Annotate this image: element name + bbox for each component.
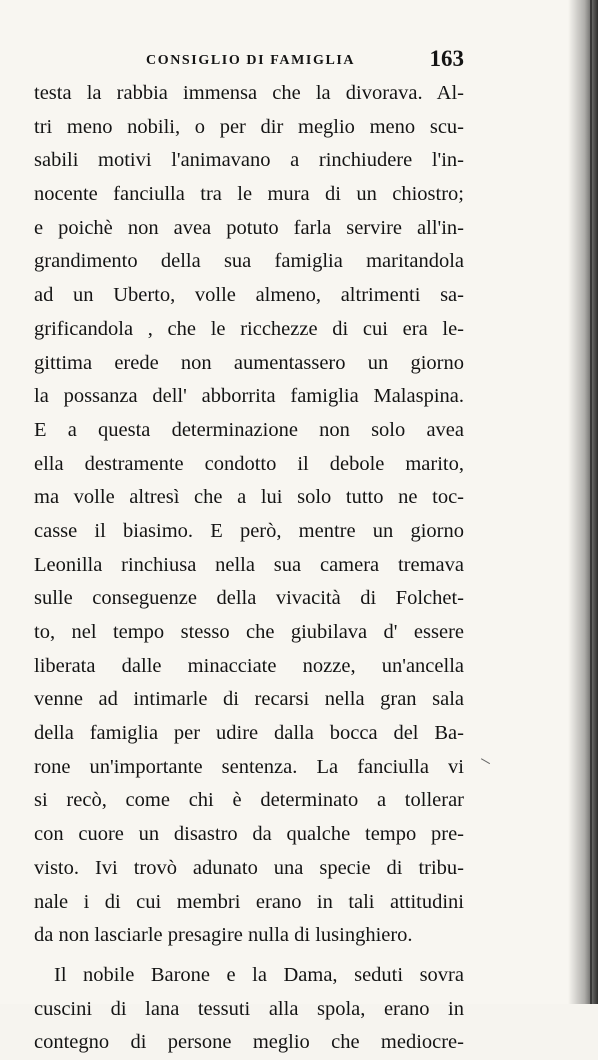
text-line: grificandola , che le ricchezze di cui era le- (34, 317, 464, 340)
running-head: CONSIGLIO DI FAMIGLIA (146, 53, 356, 68)
text-line: rone un'importante sentenza. La fanciulla vi (34, 755, 464, 778)
text-line: si recò, come chi è determinato a tollerar (34, 789, 464, 812)
text-line: E a questa determinazione non solo avea (34, 418, 464, 441)
text-line: ad un Uberto, volle almeno, altrimenti sa- (34, 284, 464, 307)
text-line: to, nel tempo stesso che giubilava d' essere (34, 621, 464, 643)
text-line: tri meno nobili, o per dir meglio meno scu- (34, 115, 464, 138)
text-line: gittima erede non aumentassero un giorno (34, 351, 464, 374)
text-line: visto. Ivi trovò adunato una specie di tribu- (34, 856, 464, 879)
page-header (34, 46, 464, 76)
text-line: nale i di cui membri erano in tali attitudini (34, 890, 464, 913)
text-line: sulle conseguenze della vivacità di Folchet- (34, 587, 464, 610)
text-line: della famiglia per udire dalla bocca del Ba- (34, 722, 464, 745)
body-text (34, 77, 464, 1060)
text-line: Leonilla rinchiusa nella sua camera tremava (34, 553, 464, 576)
text-line: casse il biasimo. E però, mentre un giorno (34, 519, 464, 542)
text-line: cuscini di lana tessuti alla spola, erano in (34, 997, 464, 1020)
text-line: testa la rabbia immensa che la divorava. Al- (34, 82, 464, 104)
text-line: liberata dalle minacciate nozze, un'ancella (34, 654, 464, 677)
paragraph-2 (34, 959, 464, 1060)
text-line: con cuore un disastro da qualche tempo pre- (34, 823, 464, 846)
paragraph-1 (34, 77, 464, 953)
page-edge-line (590, 0, 592, 1004)
text-line: e poichè non avea potuto farla servire all'in- (34, 216, 464, 239)
text-line: grandimento della sua famiglia maritandola (34, 250, 464, 273)
text-line: ma volle altresì che a lui solo tutto ne toc- (34, 486, 464, 509)
margin-mark (476, 758, 490, 773)
text-line: Il nobile Barone e la Dama, seduti sovra (54, 963, 464, 986)
text-line: contegno di persone meglio che mediocre- (34, 1031, 464, 1054)
page-number: 163 (429, 46, 464, 71)
text-line: la possanza dell' abborrita famiglia Malaspina. (34, 385, 464, 408)
page-edge-shadow (568, 0, 598, 1004)
text-line: da non lasciarle presagire nulla di lusinghiero. (34, 924, 413, 947)
text-line: venne ad intimarle di recarsi nella gran sala (34, 688, 464, 711)
text-line: sabili motivi l'animavano a rinchiudere l'in- (34, 149, 464, 172)
text-line: ella destramente condotto il debole marito, (34, 452, 464, 475)
text-line: nocente fanciulla tra le mura di un chiostro; (34, 183, 464, 206)
